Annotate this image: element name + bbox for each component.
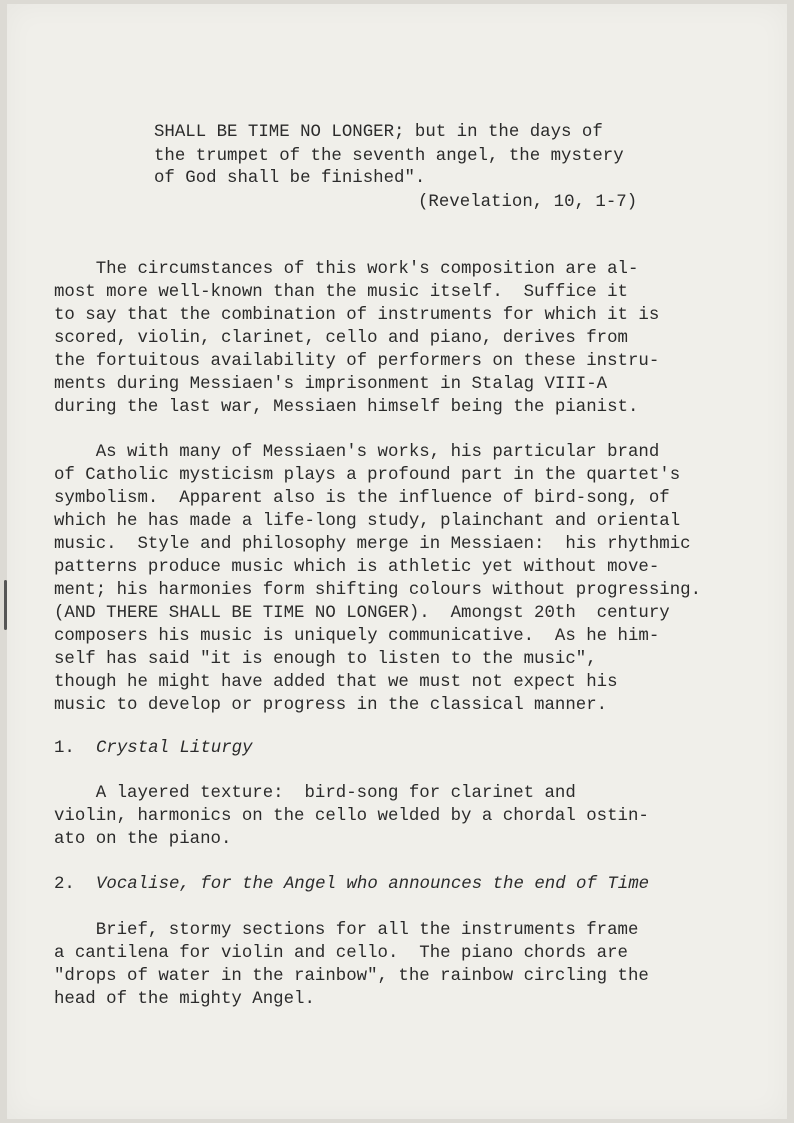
text-line: Brief, stormy sections for all the instruments frame — [54, 921, 639, 940]
text-line: (AND THERE SHALL BE TIME NO LONGER). Amongst 20th century — [54, 604, 670, 623]
text-line: patterns produce music which is athletic yet without move- — [54, 558, 660, 577]
text-line: which he has made a life-long study, plainchant and oriental — [54, 512, 681, 531]
quote-line: of God shall be finished". — [154, 169, 426, 188]
text-line: ment; his harmonies form shifting colours without progressing. — [54, 581, 702, 600]
text-line: A layered texture: bird-song for clarinet and — [54, 784, 576, 803]
text-line: to say that the combination of instruments for which it is — [54, 306, 660, 325]
text-line: scored, violin, clarinet, cello and piano, derives from — [54, 329, 628, 348]
quote-citation: (Revelation, 10, 1-7) — [418, 193, 638, 212]
movement-number: 2. — [54, 875, 75, 894]
text-line: though he might have added that we must not expect his — [54, 673, 618, 692]
text-line: composers his music is uniquely communicative. As he him- — [54, 627, 660, 646]
movement-title: Crystal Liturgy — [96, 739, 253, 758]
text-line: symbolism. Apparent also is the influence of bird-song, of — [54, 489, 670, 508]
text-line: most more well-known than the music itself. Suffice it — [54, 283, 628, 302]
text-line: music. Style and philosophy merge in Messiaen: his rhythmic — [54, 535, 691, 554]
text-line: self has said "it is enough to listen to the music", — [54, 650, 597, 669]
movement-title: Vocalise, for the Angel who announces the end of Time — [96, 875, 650, 894]
text-line: of Catholic mysticism plays a profound part in the quartet's — [54, 466, 681, 485]
text-line: music to develop or progress in the classical manner. — [54, 696, 608, 715]
quote-line: SHALL BE TIME NO LONGER; but in the days of — [154, 123, 603, 142]
movement-number: 1. — [54, 739, 75, 758]
text-line: head of the mighty Angel. — [54, 990, 315, 1009]
text-line: "drops of water in the rainbow", the rainbow circling the — [54, 967, 649, 986]
text-line: The circumstances of this work's composition are al- — [54, 260, 639, 279]
text-line: a cantilena for violin and cello. The piano chords are — [54, 944, 628, 963]
text-line: violin, harmonics on the cello welded by a chordal ostin- — [54, 807, 649, 826]
text-line: ato on the piano. — [54, 830, 232, 849]
quote-line: the trumpet of the seventh angel, the mystery — [154, 147, 624, 166]
text-line: the fortuitous availability of performers on these instru- — [54, 352, 660, 371]
text-line: ments during Messiaen's imprisonment in Stalag VIII-A — [54, 375, 608, 394]
text-line: during the last war, Messiaen himself being the pianist. — [54, 398, 639, 417]
text-line: As with many of Messiaen's works, his particular brand — [54, 443, 660, 462]
